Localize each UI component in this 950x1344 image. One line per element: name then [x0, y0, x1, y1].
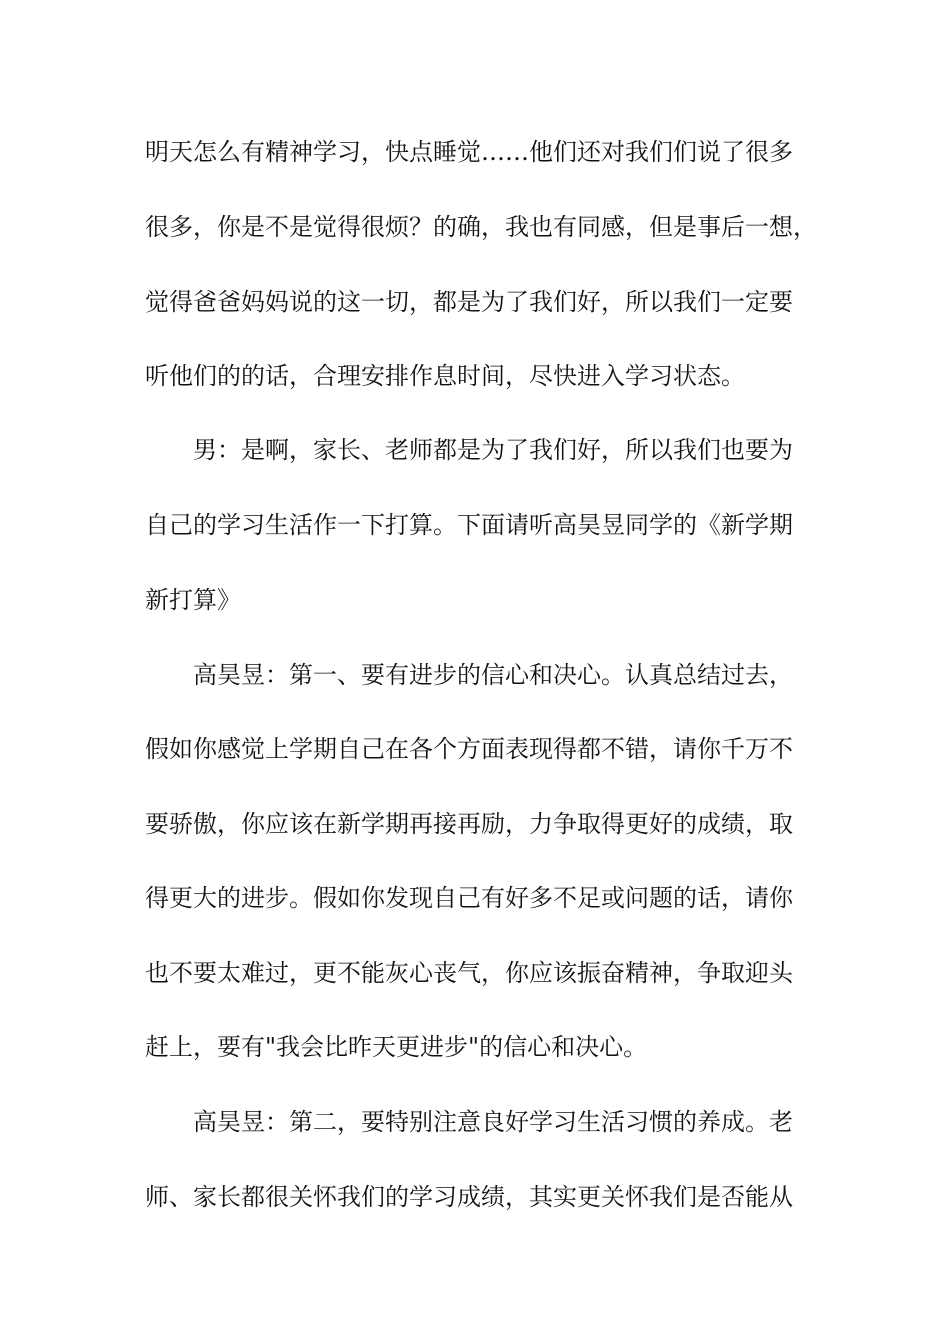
text-line: 很多，你是不是觉得很烦？的确，我也有同感，但是事后一想，: [145, 213, 817, 241]
text-line: 也不要太难过，更不能灰心丧气，你应该振奋精神，争取迎头: [145, 959, 793, 987]
text-line: 明天怎么有精神学习，快点睡觉……他们还对我们们说了很多: [145, 138, 793, 166]
text-line: 觉得爸爸妈妈说的这一切，都是为了我们好，所以我们一定要: [145, 288, 793, 316]
text-line: 新打算》: [145, 586, 241, 614]
text-line: 听他们的的话，合理安排作息时间，尽快进入学习状态。: [145, 362, 745, 390]
text-line: 自己的学习生活作一下打算。下面请听高昊昱同学的《新学期: [145, 511, 793, 539]
text-line: 赶上，要有"我会比昨天更进步"的信心和决心。: [145, 1033, 648, 1061]
text-line: 要骄傲，你应该在新学期再接再励，力争取得更好的成绩，取: [145, 810, 793, 838]
text-line: 假如你感觉上学期自己在各个方面表现得都不错，请你千万不: [145, 735, 793, 763]
paragraph-start-line: 高昊昱：第二，要特别注意良好学习生活习惯的养成。老: [193, 1108, 793, 1136]
paragraph-start-line: 男：是啊，家长、老师都是为了我们好，所以我们也要为: [193, 436, 793, 464]
paragraph-start-line: 高昊昱：第一、要有进步的信心和决心。认真总结过去，: [193, 661, 793, 689]
text-line: 师、家长都很关怀我们的学习成绩，其实更关怀我们是否能从: [145, 1183, 793, 1211]
text-line: 得更大的进步。假如你发现自己有好多不足或问题的话，请你: [145, 884, 793, 912]
